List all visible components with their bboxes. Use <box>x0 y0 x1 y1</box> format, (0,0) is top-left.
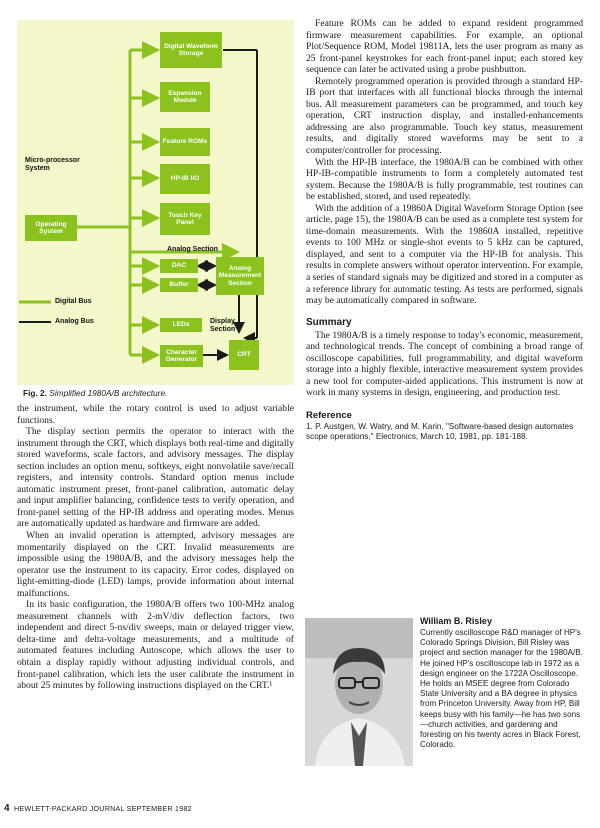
label-microprocessor-system: Micro-processor System <box>25 157 80 172</box>
author-portrait-icon <box>305 618 413 766</box>
block-analog-measurement-section: Analog Measurement Section <box>216 257 264 295</box>
paragraph: Remotely programmed operation is provided through a standard HP-IB port that interfaces with all functional blocks through the internal bus. All measurement parameters can be programmed, and touch key operation, CRT instruction display, and installed-enhancements addressing are also programmable. Touch key status, measurement results, and digitally stored waveforms may be sent to a computer/controller for processing. <box>306 75 583 157</box>
block-digital-waveform-storage: Digital Waveform Storage <box>160 32 222 68</box>
right-column-text <box>306 18 583 443</box>
paragraph: In its basic configuration, the 1980A/B offers two 100-MHz analog measurement channels with 2-mV/div deflection factors, two independent and direct 5-ns/div sweeps, main or delayed trigger view, delta-time and delta-voltage measurements, and a multitude of automated features including Autoscope, which allows the user to obtain a display rapidly without adjusting individual controls, and front-panel calibration, which lets the user calibrate the instrument in about 25 minutes by following instructions displayed on the CRT.¹ <box>17 599 294 692</box>
author-photo <box>305 618 413 766</box>
summary-paragraph: The 1980A/B is a timely response to today's economic, measurement, and technological trends. The concept of combining a broad range of oscilloscope capabilities, full programmability, and digital waveform storage into a highly flexible, interactive measurement system provides a new tool for computer-aided applications. This instrument is now at work in many systems in design, engineering, and production test. <box>306 329 583 399</box>
block-operating-system: Operating System <box>25 215 77 241</box>
figure-caption <box>23 388 167 398</box>
paragraph: Feature ROMs can be added to expand resident programmed firmware measurement capabilities. For example, an optional Plot/Sequence ROM, Model 19811A, lets the user program as many as 25 front-panel keystrokes for each front-panel input; each stored key sequence can later be activated using a probe pushbutton. <box>306 18 583 76</box>
page-footer <box>4 803 192 814</box>
block-touch-key-panel: Touch Key Panel <box>160 203 210 235</box>
paragraph: The display section permits the operator to interact with the instrument through the CRT, which displays both real-time and digitally stored waveforms, scale factors, and advisory messages. The display section includes an option menu, softkeys, eight nonvolatile save/recall registers, and intensity controls. Standard option menus include automatic instrument preset, front-panel calibration, automatic delay and input amplifier balancing, confidence tests to verify operation, and front-panel setting of the HP-IB address and operating modes. Menus are automatically updated as hardware and firmware are added. <box>17 426 294 530</box>
block-character-generator: Character Generator <box>160 345 203 367</box>
block-crt: CRT <box>229 340 259 370</box>
block-hpib-io: HP-IB I/O <box>160 164 210 194</box>
block-feature-roms: Feature ROMs <box>160 128 210 156</box>
block-expansion-module: Expansion Module <box>160 82 210 112</box>
block-dac: DAC <box>160 259 198 273</box>
author-bio: Currently oscilloscope R&D manager of HP's Colorado Springs Division, Bill Risley was project and section manager for the 1980A/B. He joined HP's oscilloscope lab in 1972 as a design engineer on the 1722A Oscilloscope. He holds an MSEE degree from Colorado State University and a BA degree in physics from Princeton University. Away from HP, Bill keeps busy with his family—he has two sons—church activities, and gardening and foresting on his twenty acres in Black Forest, Colorado. <box>420 628 583 750</box>
figure-number: Fig. 2. <box>23 388 47 398</box>
summary-heading: Summary <box>306 316 352 328</box>
figure-caption-text: Simplified 1980A/B architecture. <box>49 388 168 398</box>
block-buffer: Buffer <box>160 278 198 292</box>
page-number: 4 <box>4 803 10 814</box>
block-leds: LEDs <box>160 318 202 332</box>
architecture-figure <box>17 20 294 398</box>
paragraph: With the HP-IB interface, the 1980A/B can be combined with other HP-IB-compatible instruments to form a completely automated test system. Because the 1980A/B is fully programmable, test routines can be established, stored, and used repeatedly. <box>306 156 583 203</box>
paragraph: When an invalid operation is attempted, advisory messages are momentarily displayed on the CRT. Invalid measurements are impossible using the 1980A/B, and the advisory messages help the operator use the instrument to its capacity. Error codes, displayed on light-emitting-diode (LED) lamps, provide information about internal malfunctions. <box>17 530 294 599</box>
legend-digital-bus: Digital Bus <box>55 298 92 305</box>
reference-heading: Reference <box>306 409 352 421</box>
label-display-section: Display Section <box>210 318 236 333</box>
left-column-text <box>17 403 294 692</box>
reference-text: 1. P. Austgen, W. Watry, and M. Karin, "Software-based design automates scope operations," Electronics, March 10, 1981, pp. 181-188. <box>306 421 574 442</box>
legend-analog-bus: Analog Bus <box>55 318 94 325</box>
author-name: William B. Risley <box>420 616 492 626</box>
paragraph: the instrument, while the rotary control is used to adjust variable functions. <box>17 403 294 426</box>
figure-connections <box>17 20 294 385</box>
paragraph: With the addition of a 19860A Digital Waveform Storage Option (see article, page 15), the 1980A/B can be used as a complete test system for time-domain measurements. With the 19860A installed, repetitive events to 100 MHz or single-shot events to 5 kHz can be captured, displayed, and sent to a computer via the HP-IB for analysis. This results in complete answers without operator intervention. For example, a series of standard signals may be digitized and stored in a computer as a reference library for automatic testing. As tests are performed, signals may be automatically compared in software. <box>306 202 583 307</box>
label-analog-section: Analog Section <box>167 246 218 253</box>
journal-name: HEWLETT-PACKARD JOURNAL SEPTEMBER 1982 <box>13 804 192 813</box>
